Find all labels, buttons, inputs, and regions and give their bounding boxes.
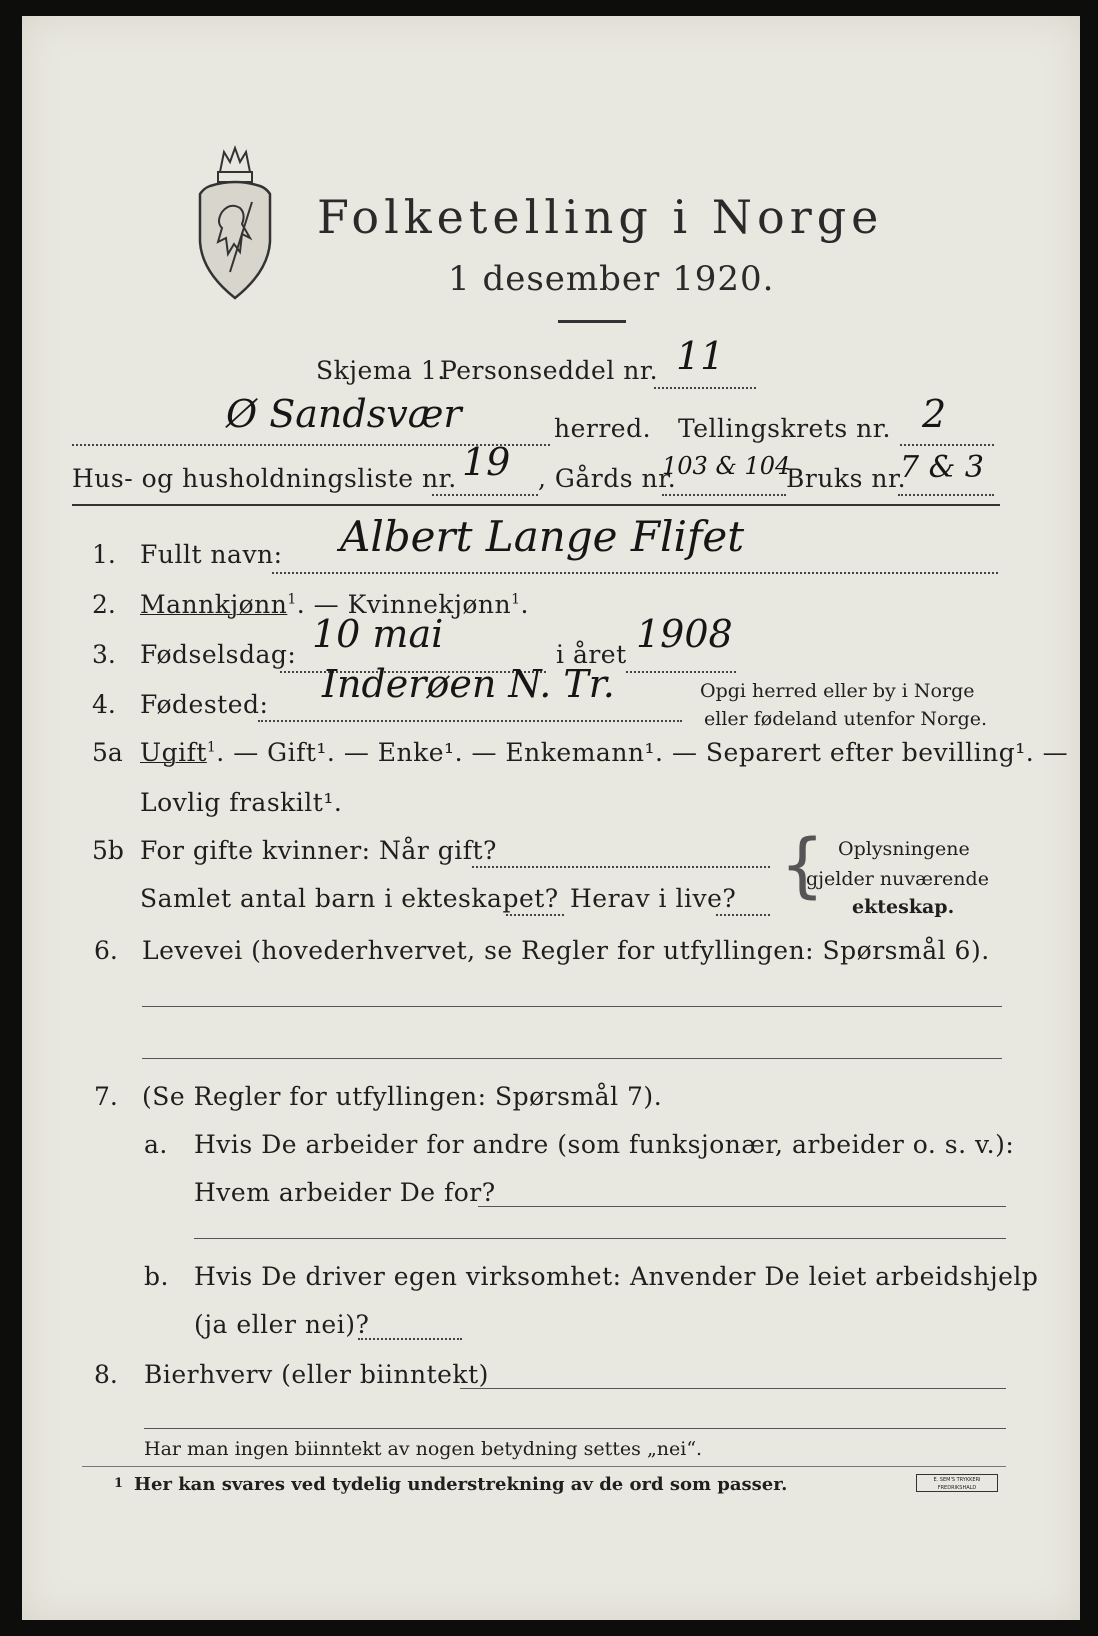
hus-value: 19 — [462, 440, 511, 484]
q7-label: (Se Regler for utfyllingen: Spørsmål 7). — [142, 1082, 663, 1111]
footnote-divider — [82, 1466, 1006, 1467]
q3-birthdate-value: 10 mai — [312, 612, 444, 656]
title-divider — [558, 320, 626, 323]
q5b-number: 5b — [92, 836, 124, 865]
q7a-extra-line — [194, 1238, 1006, 1239]
nei-note: Har man ingen biinntekt av nogen betydning settes „nei“. — [144, 1438, 703, 1460]
footnote-number: 1 — [114, 1476, 124, 1491]
q7a-letter: a. — [144, 1130, 168, 1159]
q5a-ugift-option: Ugift — [140, 738, 207, 767]
q3-year-value: 1908 — [636, 612, 733, 656]
q3-year-field-line — [626, 671, 736, 673]
q4-note-line2: eller fødeland utenfor Norge. — [704, 708, 988, 730]
q4-birthplace-value: Inderøen N. Tr. — [322, 662, 615, 706]
q4-number: 4. — [92, 690, 116, 719]
tellingskrets-value: 2 — [922, 392, 947, 436]
hus-field-line — [432, 494, 538, 496]
q7a-field-line — [478, 1206, 1006, 1207]
q5b-alive-field-line — [716, 914, 770, 916]
q1-label: Fullt navn: — [140, 540, 283, 569]
tellingskrets-field-line — [900, 444, 994, 446]
q5b-label1: For gifte kvinner: Når gift? — [140, 836, 497, 865]
q1-field-line — [272, 572, 998, 574]
q7-number: 7. — [94, 1082, 118, 1111]
q7b-field-line — [358, 1338, 462, 1340]
q3-number: 3. — [92, 640, 116, 669]
q5a-line2: Lovlig fraskilt¹. — [140, 788, 343, 817]
q2-kvinnekjonn-option: . — Kvinnekjønn — [296, 590, 512, 619]
footnote-text: Her kan svares ved tydelig understrekning av de ord som passer. — [134, 1474, 788, 1495]
q1-number: 1. — [92, 540, 116, 569]
q5a-status-options: Ugift$^1$. — Gift¹. — Enke¹. — Enkemann¹. — Separert efter bevilling¹. — — [140, 738, 1069, 767]
q6-answer-line1 — [142, 1006, 1002, 1007]
personseddel-field-line — [654, 387, 756, 389]
q8-label: Bierhverv (eller biinntekt) — [144, 1360, 489, 1389]
herred-label: herred. — [554, 414, 652, 443]
q2-number: 2. — [92, 590, 116, 619]
form-date: 1 desember 1920. — [448, 259, 775, 299]
census-form-page — [22, 16, 1080, 1620]
q2-sex-options: Mannkjønn$^1$. — Kvinnekjønn$^1$. — [140, 590, 529, 619]
q6-label: Levevei (hovederhvervet, se Regler for utfyllingen: Spørsmål 6). — [142, 936, 990, 965]
personseddel-label: Personseddel nr. — [440, 356, 659, 385]
bruks-value: 7 & 3 — [900, 450, 984, 485]
q5b-brace: { — [780, 824, 825, 906]
q5b-note-line3: ekteskap. — [852, 896, 955, 918]
bruks-field-line — [898, 494, 994, 496]
herred-value: Ø Sandsvær — [226, 392, 462, 436]
tellingskrets-label: Tellingskrets nr. — [678, 414, 891, 443]
q5b-label3: Herav i live? — [570, 884, 737, 913]
q5b-note-line2: gjelder nuværende — [806, 868, 989, 890]
q5b-married-field-line — [472, 866, 770, 868]
skjema-label: Skjema 1. — [316, 356, 446, 385]
q1-fullname-value: Albert Lange Flifet — [340, 512, 745, 561]
q2-mannkjonn-option: Mannkjønn — [140, 590, 288, 619]
q8-field-line — [460, 1388, 1006, 1389]
printer-stamp: E. SEM'S TRYKKERI FREDRIKSHALD — [916, 1474, 998, 1492]
q7a-line2: Hvem arbeider De for? — [194, 1178, 496, 1207]
q5a-number: 5a — [92, 738, 123, 767]
q4-label: Fødested: — [140, 690, 269, 719]
personseddel-value: 11 — [676, 334, 725, 378]
q7b-line2: (ja eller nei)? — [194, 1310, 370, 1339]
q4-field-line — [258, 720, 682, 722]
header-divider — [72, 504, 1000, 506]
gards-field-line — [662, 494, 786, 496]
gards-label: , Gårds nr. — [538, 464, 677, 493]
q5b-label2: Samlet antal barn i ekteskapet? — [140, 884, 559, 913]
q4-note-line1: Opgi herred eller by i Norge — [700, 680, 975, 702]
q6-answer-line2 — [142, 1058, 1002, 1059]
q5b-note-line1: Oplysningene — [838, 838, 970, 860]
hus-label: Hus- og husholdningsliste nr. — [72, 464, 457, 493]
q8-number: 8. — [94, 1360, 118, 1389]
q6-number: 6. — [94, 936, 118, 965]
q7a-line1: Hvis De arbeider for andre (som funksjonær, arbeider o. s. v.): — [194, 1130, 1015, 1159]
coat-of-arms-icon — [190, 142, 280, 302]
form-title: Folketelling i Norge — [317, 190, 884, 244]
q7b-letter: b. — [144, 1262, 169, 1291]
q7b-line1: Hvis De driver egen virksomhet: Anvender De leiet arbeidshjelp — [194, 1262, 1039, 1291]
q3-year-label: i året — [556, 640, 627, 669]
gards-value: 103 & 104 — [662, 452, 791, 480]
q8-extra-line — [144, 1428, 1006, 1429]
q5b-children-field-line — [506, 914, 564, 916]
q3-label: Fødselsdag: — [140, 640, 297, 669]
bruks-label: Bruks nr. — [786, 464, 907, 493]
